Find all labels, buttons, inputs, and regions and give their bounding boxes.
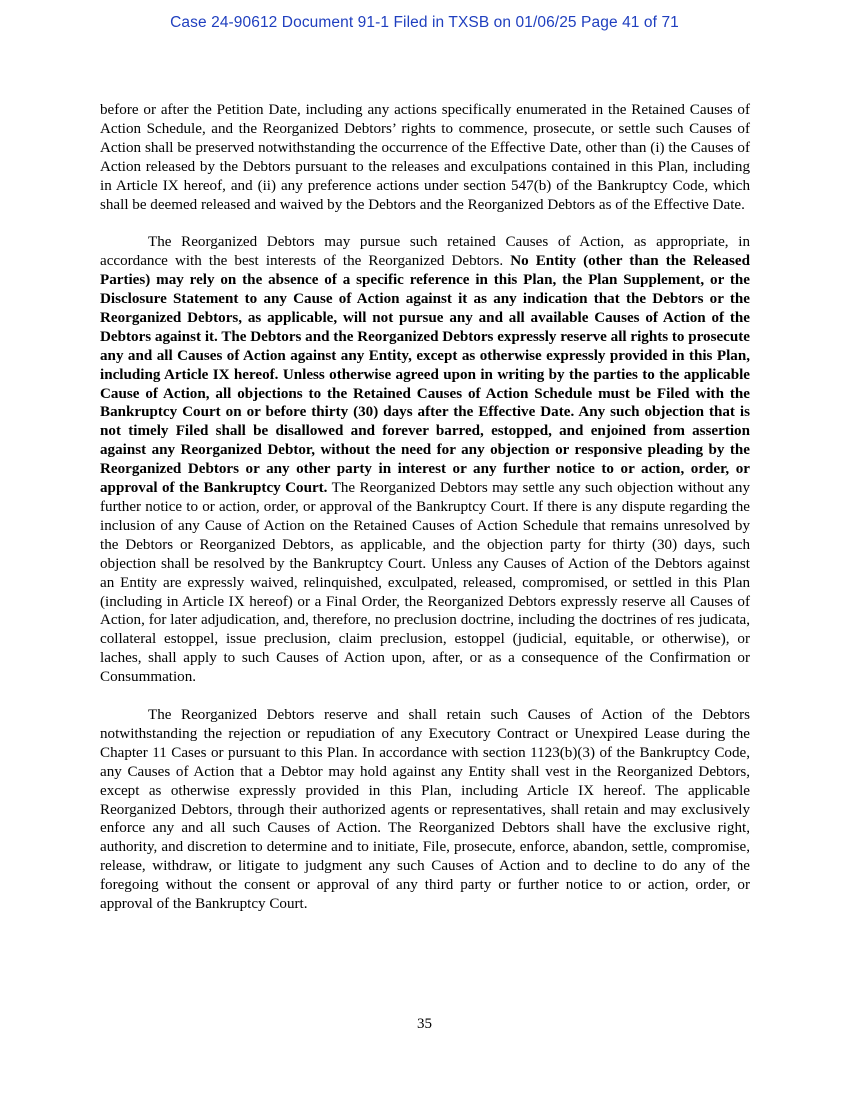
paragraph-trailing-text: The Reorganized Debtors may settle any such objection without any further notice to or action, order, or approval of the Bankruptcy Court. If there is any dispute regarding the inclusion of any Cause of Action on the Retained Causes of Action Schedule that remains unresolved by the Debtors or Reorganized Debtors, as applicable, and the objection party for thirty (30) days, such objection shall be resolved by the Bankruptcy Court. Unless any Causes of Action of the Debtors against an Entity are expressly waived, relinquished, exculpated, released, compromised, or settled in this Plan (including in Article IX hereof) or a Final Order, the Reorganized Debtors expressly reserve all Causes of Action, for later adjudication, and, therefore, no preclusion doctrine, including the doctrines of res judicata, collateral estoppel, issue preclusion, claim preclusion, estoppel (judicial, equitable, or otherwise), or laches, shall apply to such Causes of Action upon, after, or as a consequence of the Confirmation or Consummation. bbox=[100, 480, 750, 686]
filing-header-stamp: Case 24-90612 Document 91-1 Filed in TXSB on 01/06/25 Page 41 of 71 bbox=[170, 14, 679, 31]
page-number: 35 bbox=[417, 1016, 432, 1032]
paragraph-bold-notice: No Entity (other than the Released Parties) may rely on the absence of a specific reference in this Plan, the Plan Supplement, or the Disclosure Statement to any Cause of Action against it as any indication that the Debtors or the Reorganized Debtors, as applicable, will not pursue any and all available Causes of Action of the Debtors against it. The Debtors and the Reorganized Debtors expressly reserve all rights to prosecute any and all Causes of Action against any Entity, except as otherwise expressly provided in this Plan, including Article IX hereof. Unless otherwise agreed upon in writing by the parties to the applicable Cause of Action, all objections to the Retained Causes of Action Schedule must be Filed with the Bankruptcy Court on or before thirty (30) days after the Effective Date. Any such objection that is not timely Filed shall be disallowed and forever barred, estopped, and enjoined from assertion against any Reorganized Debtor, without the need for any objection or responsive pleading by the Reorganized Debtors or any other party in interest or any further notice to or action, order, or approval of the Bankruptcy Court. bbox=[100, 253, 750, 497]
document-body bbox=[100, 101, 750, 933]
paragraph-reserve-rights: The Reorganized Debtors reserve and shall retain such Causes of Action of the Debtors notwithstanding the rejection or repudiation of any Executory Contract or Unexpired Lease during the Chapter 11 Cases or pursuant to this Plan. In accordance with section 1123(b)(3) of the Bankruptcy Code, any Causes of Action that a Debtor may hold against any Entity shall vest in the Reorganized Debtors, except as otherwise expressly provided in this Plan, including Article IX hereof. The applicable Reorganized Debtors, through their authorized agents or representatives, shall retain and may exclusively enforce any and all such Causes of Action. The Reorganized Debtors shall have the exclusive right, authority, and discretion to determine and to initiate, File, prosecute, enforce, abandon, settle, compromise, release, withdraw, or litigate to judgment any such Causes of Action and to decline to do any of the foregoing without the consent or approval of any third party or further notice to or action, order, or approval of the Bankruptcy Court. bbox=[100, 706, 750, 913]
paragraph-continuation: before or after the Petition Date, including any actions specifically enumerated in the Retained Causes of Action Schedule, and the Reorganized Debtors’ rights to commence, prosecute, or settle such Causes of Action shall be preserved notwithstanding the occurrence of the Effective Date, other than (i) the Causes of Action released by the Debtors pursuant to the releases and exculpations contained in this Plan, including in Article IX hereof, and (ii) any preference actions under section 547(b) of the Bankruptcy Code, which shall be deemed released and waived by the Debtors and the Reorganized Debtors as of the Effective Date. bbox=[100, 102, 750, 213]
paragraph-retained-causes bbox=[100, 233, 750, 687]
paragraph-lead-text: The Reorganized Debtors may pursue such retained Causes of Action, as appropriate, in accordance with the best interests of the Reorganized Debtors. bbox=[100, 234, 750, 270]
